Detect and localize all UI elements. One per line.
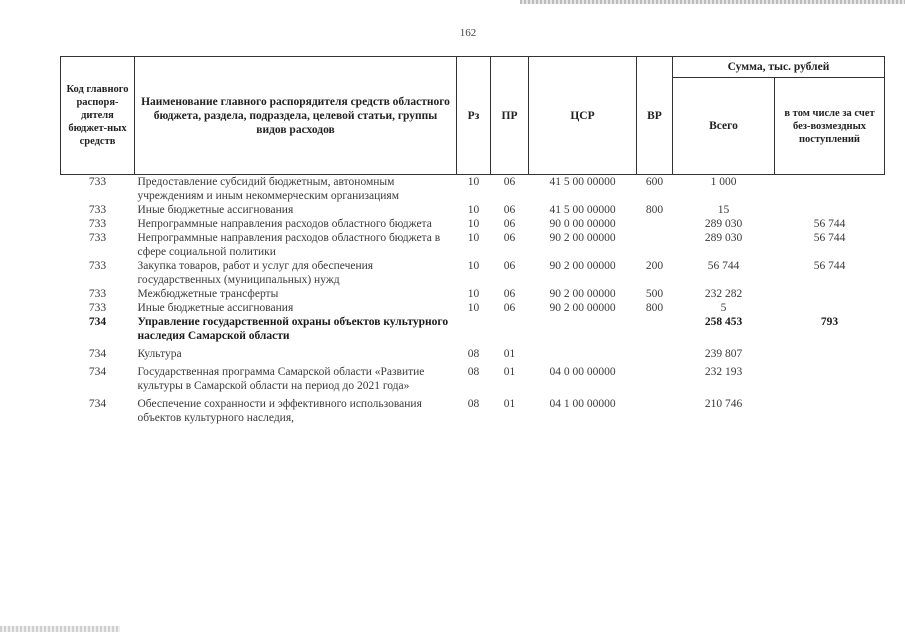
cell-code: 734: [88, 316, 107, 328]
cell-name: Иные бюджетные ассигнования: [137, 204, 294, 216]
table-row: [61, 175, 885, 204]
header-code: Код главного распоря-дителя бюджет-ных средств: [61, 57, 135, 175]
cell-name: Закупка товаров, работ и услуг для обеспечения государственных (муниципальных) нужд: [137, 260, 374, 286]
cell-pr: 06: [503, 302, 516, 314]
cell-csr: 90 2 00 00000: [549, 260, 616, 272]
cell-csr: 90 2 00 00000: [549, 232, 616, 244]
cell-pr: 01: [503, 398, 516, 410]
cell-free: 56 744: [813, 260, 846, 272]
cell-name: Предоставление субсидий бюджетным, автономным учреждениям и иным некоммерческим организациям: [137, 176, 399, 202]
cell-vr: [637, 315, 673, 343]
cell-vr: [637, 343, 673, 361]
cell-free: [775, 287, 885, 301]
cell-code: 733: [88, 176, 107, 188]
cell-csr: 90 0 00 00000: [549, 218, 616, 230]
cell-vr: [637, 217, 673, 231]
cell-code: 734: [88, 366, 107, 378]
header-rz: Рз: [457, 57, 491, 175]
cell-csr: [529, 343, 637, 361]
cell-csr: [529, 315, 637, 343]
cell-name: Иные бюджетные ассигнования: [137, 302, 294, 314]
budget-table: [60, 56, 885, 425]
cell-rz: [457, 315, 491, 343]
cell-csr: 04 1 00 00000: [549, 398, 616, 410]
cell-name: Управление государственной охраны объектов культурного наследия Самарской области: [137, 316, 449, 342]
table-row: [61, 343, 885, 361]
cell-pr: 06: [503, 204, 516, 216]
cell-pr: 06: [503, 176, 516, 188]
cell-rz: 10: [467, 288, 480, 300]
table-row: [61, 259, 885, 287]
header-free: в том числе за счет без-возмездных поступлений: [775, 78, 885, 175]
cell-total: 15: [717, 204, 730, 216]
cell-total: 232 193: [704, 366, 743, 378]
cell-pr: 06: [503, 218, 516, 230]
cell-free: 56 744: [813, 232, 846, 244]
cell-vr: 600: [645, 176, 664, 188]
cell-vr: 800: [645, 302, 664, 314]
cell-code: 733: [88, 204, 107, 216]
scan-edge-bottom: [0, 626, 120, 632]
cell-pr: 01: [503, 366, 516, 378]
table-row: [61, 393, 885, 425]
cell-pr: 01: [503, 348, 516, 360]
cell-name: Непрограммные направления расходов областного бюджета: [137, 218, 432, 230]
table-row: [61, 231, 885, 259]
page-number: 162: [459, 27, 477, 39]
table-body: [61, 175, 885, 426]
cell-rz: 08: [467, 366, 480, 378]
cell-csr: 41 5 00 00000: [549, 176, 616, 188]
cell-code: 734: [88, 348, 107, 360]
table-row: [61, 315, 885, 343]
cell-total: 56 744: [707, 260, 740, 272]
cell-total: 1 000: [710, 176, 737, 188]
cell-csr: 90 2 00 00000: [549, 302, 616, 314]
cell-rz: 10: [467, 204, 480, 216]
cell-total: 5: [720, 302, 727, 314]
cell-code: 733: [88, 288, 107, 300]
cell-code: 733: [88, 218, 107, 230]
cell-total: 232 282: [704, 288, 743, 300]
cell-free: 56 744: [813, 218, 846, 230]
header-total: Всего: [673, 78, 775, 175]
cell-vr: [637, 361, 673, 393]
cell-code: 733: [88, 302, 107, 314]
table-row: [61, 203, 885, 217]
cell-free: [775, 301, 885, 315]
cell-name: Государственная программа Самарской области «Развитие культуры в Самарской области на период до 2021 года»: [137, 366, 425, 392]
cell-free: [775, 203, 885, 217]
header-sum: Сумма, тыс. рублей: [673, 57, 885, 78]
cell-csr: 04 0 00 00000: [549, 366, 616, 378]
cell-free: [775, 175, 885, 204]
cell-free: [775, 361, 885, 393]
cell-name: Межбюджетные трансферты: [137, 288, 279, 300]
cell-code: 734: [88, 398, 107, 410]
table-row: [61, 287, 885, 301]
header-pr: ПР: [491, 57, 529, 175]
scan-edge-top: [520, 0, 905, 4]
cell-total: 210 746: [704, 398, 743, 410]
cell-vr: 500: [645, 288, 664, 300]
table-row: [61, 301, 885, 315]
cell-total: 239 807: [704, 348, 743, 360]
header-name: Наименование главного распорядителя средств областного бюджета, раздела, подраздела, целевой статьи, группы видов расходов: [135, 57, 457, 175]
header-csr: ЦСР: [529, 57, 637, 175]
cell-pr: [491, 315, 529, 343]
cell-vr: 800: [645, 204, 664, 216]
cell-rz: 10: [467, 260, 480, 272]
cell-total: 289 030: [704, 218, 743, 230]
cell-vr: [637, 393, 673, 425]
cell-pr: 06: [503, 288, 516, 300]
cell-name: Обеспечение сохранности и эффективного использования объектов культурного наследия,: [137, 398, 422, 424]
cell-csr: 41 5 00 00000: [549, 204, 616, 216]
table-row: [61, 217, 885, 231]
cell-rz: 10: [467, 176, 480, 188]
cell-total: 289 030: [704, 232, 743, 244]
cell-free: [775, 343, 885, 361]
cell-rz: 08: [467, 348, 480, 360]
cell-pr: 06: [503, 260, 516, 272]
cell-csr: 90 2 00 00000: [549, 288, 616, 300]
cell-vr: 200: [645, 260, 664, 272]
table-header: [61, 57, 885, 175]
cell-vr: [637, 231, 673, 259]
cell-code: 733: [88, 260, 107, 272]
cell-rz: 10: [467, 218, 480, 230]
cell-rz: 08: [467, 398, 480, 410]
cell-name: Культура: [137, 348, 182, 360]
header-vr: ВР: [637, 57, 673, 175]
cell-rz: 10: [467, 232, 480, 244]
cell-free: 793: [820, 316, 839, 328]
table-row: [61, 361, 885, 393]
cell-total: 258 453: [704, 316, 743, 328]
cell-code: 733: [88, 232, 107, 244]
cell-rz: 10: [467, 302, 480, 314]
cell-free: [775, 393, 885, 425]
cell-pr: 06: [503, 232, 516, 244]
cell-name: Непрограммные направления расходов областного бюджета в сфере социальной политики: [137, 232, 441, 258]
